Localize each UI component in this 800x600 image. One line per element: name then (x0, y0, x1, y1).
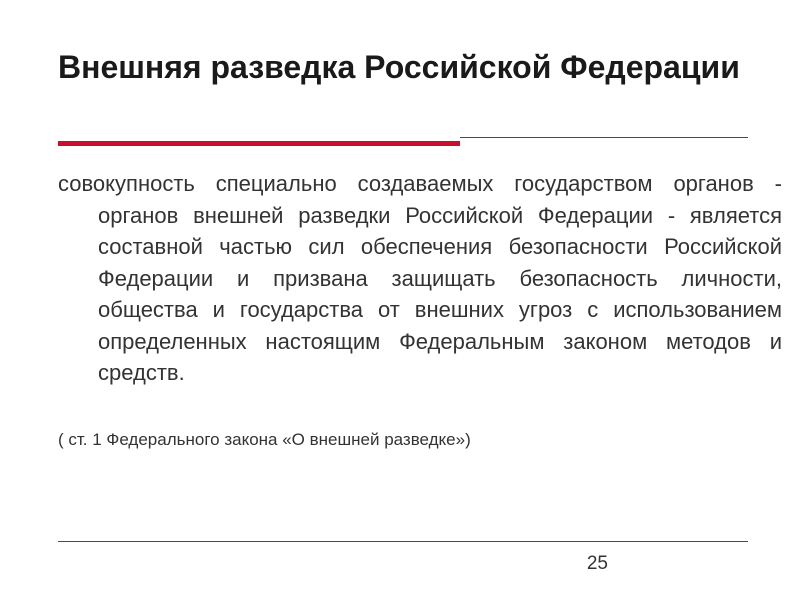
slide-title: Внешняя разведка Российской Федерации (58, 49, 740, 85)
footer-divider (58, 541, 748, 542)
title-underline-thin (460, 137, 748, 138)
source-citation: ( ст. 1 Федерального закона «О внешней разведке») (58, 430, 471, 449)
definition-text: совокупность специально создаваемых государством органов - органов внешней разведки Российской Федерации - является составной частью сил обеспечения безопасности Российской Федерации и призвана защищать безопасность личности, общества и государства от внешних угроз с использованием определенных настоящим Федеральным законом методов и средств. (58, 171, 782, 385)
page-number: 25 (586, 553, 608, 574)
title-underline-thick (58, 141, 460, 146)
